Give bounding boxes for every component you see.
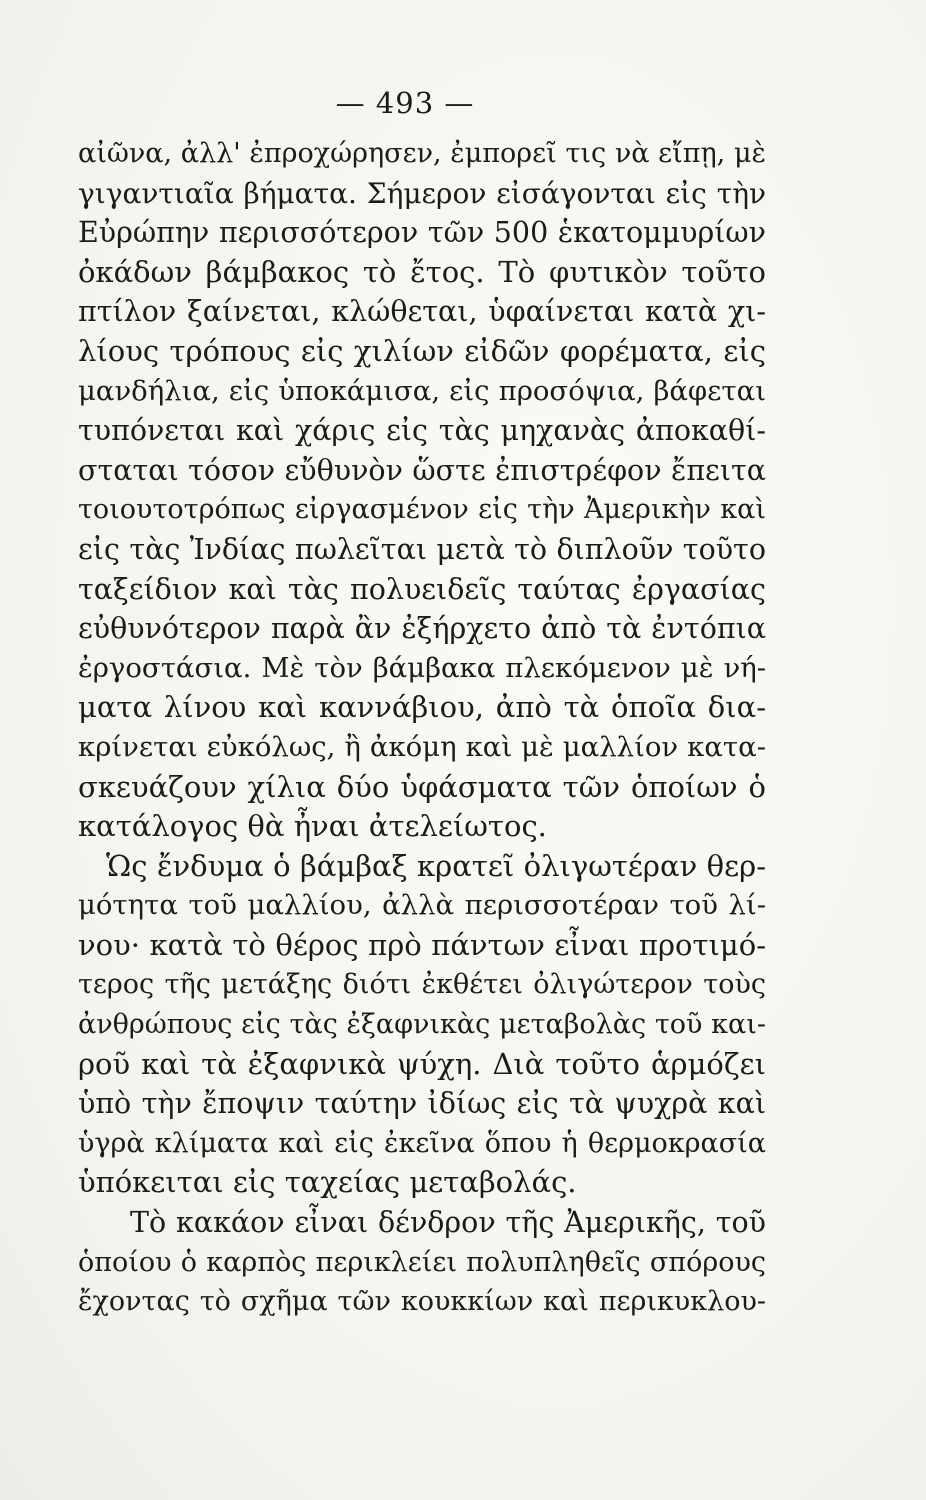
text-line: λίους τρόπους εἰς χιλίων εἰδῶν φορέματα, εἰς: [78, 333, 766, 368]
text-line: ἀνθρώπους εἰς τὰς ἐξαφνικὰς μεταβολὰς τοῦ και-: [78, 1009, 766, 1041]
paragraph-start-line: Ὡς ἔνδυμα ὁ βάμβαξ κρατεῖ ὀλιγωτέραν θερ-: [106, 848, 766, 883]
text-line: κατάλογος θὰ ἦναι ἀτελείωτος.: [78, 809, 547, 844]
text-line: ροῦ καὶ τὰ ἐξαφνικὰ ψύχη. Διὰ τοῦτο ἁρμόζει: [78, 1046, 766, 1081]
text-line: σκευάζουν χίλια δύο ὑφάσματα τῶν ὁποίων ὁ: [78, 769, 766, 804]
text-line: ὑπόκειται εἰς ταχείας μεταβολάς.: [78, 1165, 577, 1200]
text-line: τοιουτοτρόπως εἰργασμένον εἰς τὴν Ἀμερικὴν καὶ: [78, 494, 766, 526]
text-line: εἰς τὰς Ἰνδίας πωλεῖται μετὰ τὸ διπλοῦν τοῦτο: [78, 532, 766, 566]
text-line: ὀκάδων βάμβακος τὸ ἔτος. Τὸ φυτικὸν τοῦτο: [78, 254, 766, 289]
text-line: τυπόνεται καὶ χάρις εἰς τὰς μηχανὰς ἀποκαθί-: [78, 414, 766, 448]
text-line: τερος τῆς μετάξης διότι ἐκθέτει ὀλιγώτερον τοὺς: [78, 969, 766, 1001]
text-line: ἐργοστάσια. Μὲ τὸν βάμβακα πλεκόμενον μὲ νή-: [78, 651, 766, 684]
text-line: εὐθυνότερον παρὰ ἂν ἐξήρχετο ἀπὸ τὰ ἐντόπια: [78, 612, 766, 646]
body-text: [78, 134, 766, 1322]
text-line: κρίνεται εὐκόλως, ἢ ἀκόμη καὶ μὲ μαλλίον κατα-: [78, 730, 766, 763]
text-line: μότητα τοῦ μαλλίου, ἀλλὰ περισσοτέραν τοῦ λί-: [78, 889, 766, 922]
text-line: μανδήλια, εἰς ὑποκάμισα, εἰς προσόψια, βάφεται: [78, 374, 766, 407]
text-line: ὁποίου ὁ καρπὸς περικλείει πολυπληθεῖς σπόρους: [78, 1246, 766, 1278]
text-line: ὑπὸ τὴν ἔποψιν ταύτην ἰδίως εἰς τὰ ψυχρὰ καὶ: [78, 1087, 766, 1121]
text-line: σταται τόσον εὔθυνὸν ὥστε ἐπιστρέφον ἔπειτα: [78, 453, 766, 487]
text-line: αἰῶνα, ἀλλ' ἐπροχώρησεν, ἐμπορεῖ τις νὰ εἴπῃ, μὲ: [78, 138, 766, 169]
text-line: πτίλον ξαίνεται, κλώθεται, ὑφαίνεται κατὰ χι-: [78, 295, 766, 329]
text-line: ἔχοντας τὸ σχῆμα τῶν κουκκίων καὶ περικυκλου-: [78, 1286, 766, 1318]
text-line: Εὐρώπην περισσότερον τῶν 500 ἑκατομμυρίων: [78, 216, 766, 250]
text-line: νου· κατὰ τὸ θέρος πρὸ πάντων εἶναι προτιμό-: [78, 927, 766, 962]
page-number: — 493 —: [335, 86, 475, 120]
text-line: ὑγρὰ κλίματα καὶ εἰς ἐκεῖνα ὅπου ἡ θερμοκρασία: [78, 1127, 766, 1159]
text-line: ταξείδιον καὶ τὰς πολυειδεῖς ταύτας ἐργασίας: [78, 572, 766, 606]
text-line: ματα λίνου καὶ καννάβιου, ἀπὸ τὰ ὁποῖα δια-: [78, 690, 766, 725]
paragraph-start-line: Τὸ κακάον εἶναι δένδρον τῆς Ἀμερικῆς, τοῦ: [130, 1206, 766, 1240]
text-line: γιγαντιαῖα βήματα. Σήμερον εἰσάγονται εἰς τὴν: [78, 176, 766, 210]
